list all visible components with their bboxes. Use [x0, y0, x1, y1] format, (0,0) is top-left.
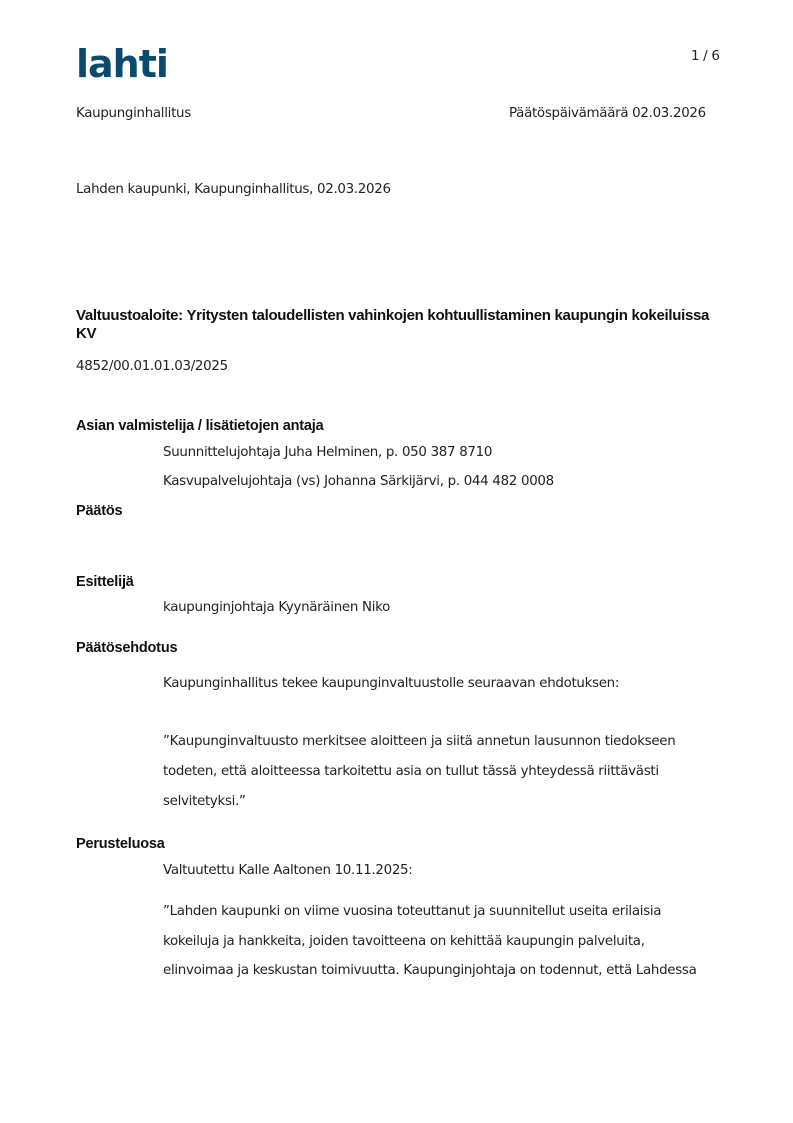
organ-name: Kaupunginhallitus: [76, 106, 191, 121]
rationale-quote-line: elinvoimaa ja keskustan toimivuutta. Kaupunginjohtaja on todennut, että Lahdessa: [163, 963, 697, 978]
decision-date: Päätöspäivämäärä 02.03.2026: [509, 106, 706, 121]
proposal-quote-line: ”Kaupunginvaltuusto merkitsee aloitteen ja siitä annetun lausunnon tiedokseen: [163, 734, 676, 749]
preparer-line: Kasvupalvelujohtaja (vs) Johanna Särkijärvi, p. 044 482 0008: [163, 474, 554, 489]
document-title-suffix: KV: [76, 325, 97, 342]
lahti-logo: lahti: [76, 42, 168, 86]
section-heading-preparer: Asian valmistelija / lisätietojen antaja: [76, 418, 324, 434]
preparer-line: Suunnittelujohtaja Juha Helminen, p. 050 387 8710: [163, 445, 493, 460]
presenter-text: kaupunginjohtaja Kyynäräinen Niko: [163, 600, 390, 615]
section-heading-rationale: Perusteluosa: [76, 836, 165, 852]
proposal-quote-line: todeten, että aloitteessa tarkoitettu asia on tullut tässä yhteydessä riittävästi: [163, 764, 659, 779]
section-heading-presenter: Esittelijä: [76, 574, 134, 590]
meeting-line: Lahden kaupunki, Kaupunginhallitus, 02.03.2026: [76, 182, 391, 197]
reference-number: 4852/00.01.01.03/2025: [76, 359, 228, 374]
rationale-intro: Valtuutettu Kalle Aaltonen 10.11.2025:: [163, 863, 413, 878]
section-heading-proposal: Päätösehdotus: [76, 640, 178, 656]
section-heading-decision: Päätös: [76, 503, 123, 519]
proposal-intro: Kaupunginhallitus tekee kaupunginvaltuustolle seuraavan ehdotuksen:: [163, 676, 620, 691]
proposal-quote-line: selvitetyksi.”: [163, 794, 246, 809]
rationale-quote-line: kokeiluja ja hankkeita, joiden tavoitteena on kehittää kaupungin palveluita,: [163, 934, 645, 949]
document-title: Valtuustoaloite: Yritysten taloudellisten vahinkojen kohtuullistaminen kaupungin kokeiluissa: [76, 307, 710, 324]
page-indicator: 1 / 6: [691, 49, 720, 64]
rationale-quote-line: ”Lahden kaupunki on viime vuosina toteuttanut ja suunnitellut useita erilaisia: [163, 904, 662, 919]
